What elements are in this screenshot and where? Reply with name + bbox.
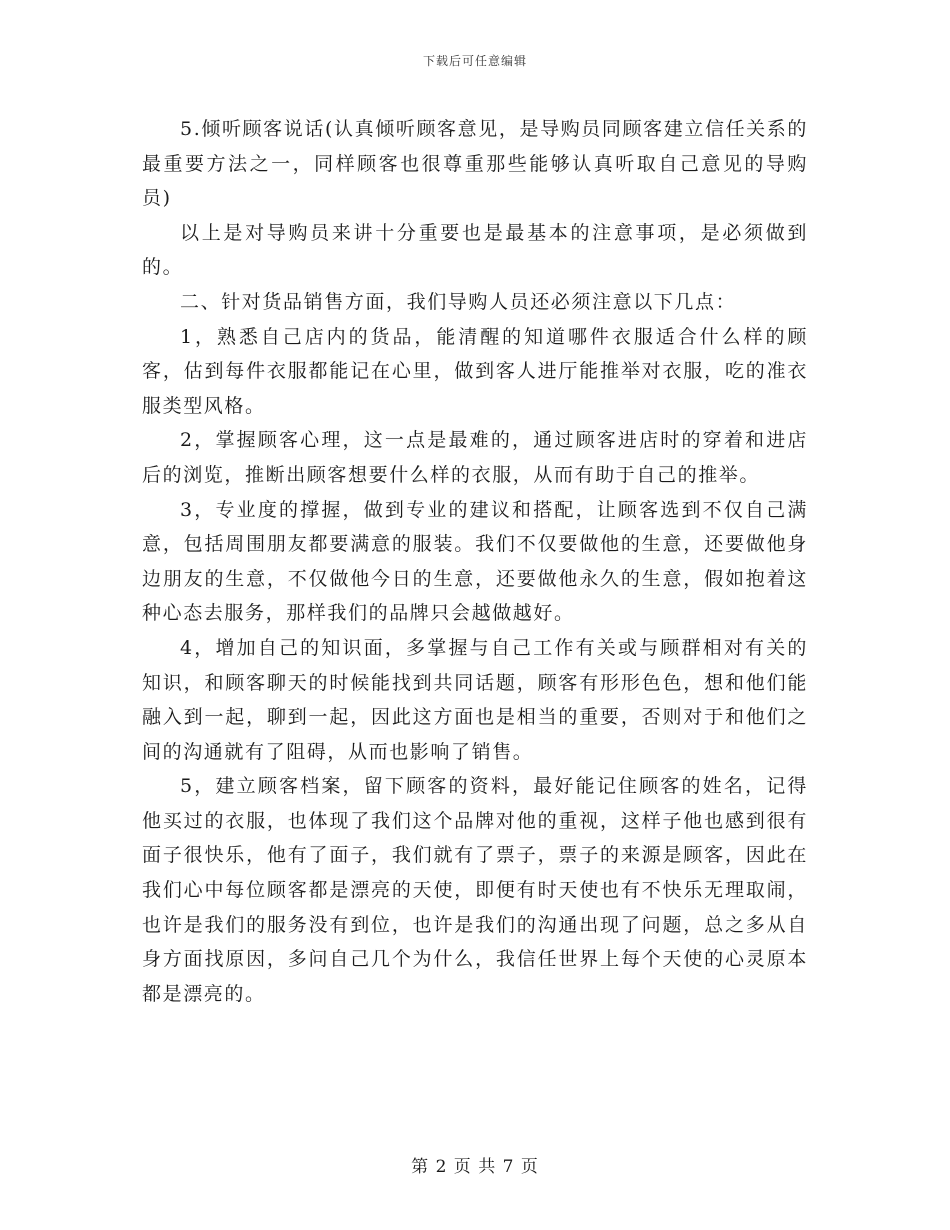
paragraph-point-2: 2，掌握顾客心理，这一点是最难的，通过顾客进店时的穿着和进店后的浏览，推断出顾客想要什么样的衣服，从而有助于自己的推举。 <box>142 429 808 486</box>
paragraph-point-5: 5，建立顾客档案，留下顾客的资料，最好能记住顾客的姓名，记得他买过的衣服，也体现了我们这个品牌对他的重视，这样子他也感到很有面子很快乐，他有了面子，我们就有了票子，票子的来源是顾客，因此在我们心中每位顾客都是漂亮的天使，即便有时天使也有不快乐无理取闹，也许是我们的服务没有到位，也许是我们的沟通出现了问题，总之多从自身方面找原因，多问自己几个为什么，我信任世界上每个天使的心灵原本都是漂亮的。 <box>142 775 808 1005</box>
paragraph-listen-to-customers: 5.倾听顾客说话(认真倾听顾客意见，是导购员同顾客建立信任关系的最重要方法之一，同样顾客也很尊重那些能够认真听取自己意见的导购员) <box>142 118 808 210</box>
paragraph-point-4: 4，增加自己的知识面，多掌握与自己工作有关或与顾群相对有关的知识，和顾客聊天的时候能找到共同话题，顾客有形形色色，想和他们能融入到一起，聊到一起，因此这方面也是相当的重要，否则对于和他们之间的沟通就有了阻碍，从而也影响了销售。 <box>142 636 808 763</box>
paragraph-summary: 以上是对导购员来讲十分重要也是最基本的注意事项，是必须做到的。 <box>142 221 808 279</box>
page-label-suffix: 页 <box>520 1157 539 1177</box>
header-note: 下载后可任意编辑 <box>422 54 527 68</box>
page-label-prefix: 第 <box>411 1157 430 1177</box>
paragraph-section-two-heading: 二、针对货品销售方面，我们导购人员还必须注意以下几点： <box>180 290 737 313</box>
total-pages-number: 7 <box>502 1157 515 1177</box>
paragraph-point-3: 3，专业度的撑握，做到专业的建议和搭配，让顾客选到不仅自己满意，包括周围朋友都要满意的服装。我们不仅要做他的生意，还要做他身边朋友的生意，不仅做他今日的生意，还要做他永久的生意，假如抱着这种心态去服务，那样我们的品牌只会越做越好。 <box>142 498 808 625</box>
page-label-mid: 页 共 <box>453 1157 497 1177</box>
document-body <box>142 112 808 1011</box>
current-page-number: 2 <box>435 1157 448 1177</box>
page-number-footer <box>0 1152 950 1177</box>
paragraph-point-1: 1，熟悉自己店内的货品，能清醒的知道哪件衣服适合什么样的顾客，估到每件衣服都能记在心里，做到客人进厅能推举对衣服，吃的准衣服类型风格。 <box>142 325 808 417</box>
